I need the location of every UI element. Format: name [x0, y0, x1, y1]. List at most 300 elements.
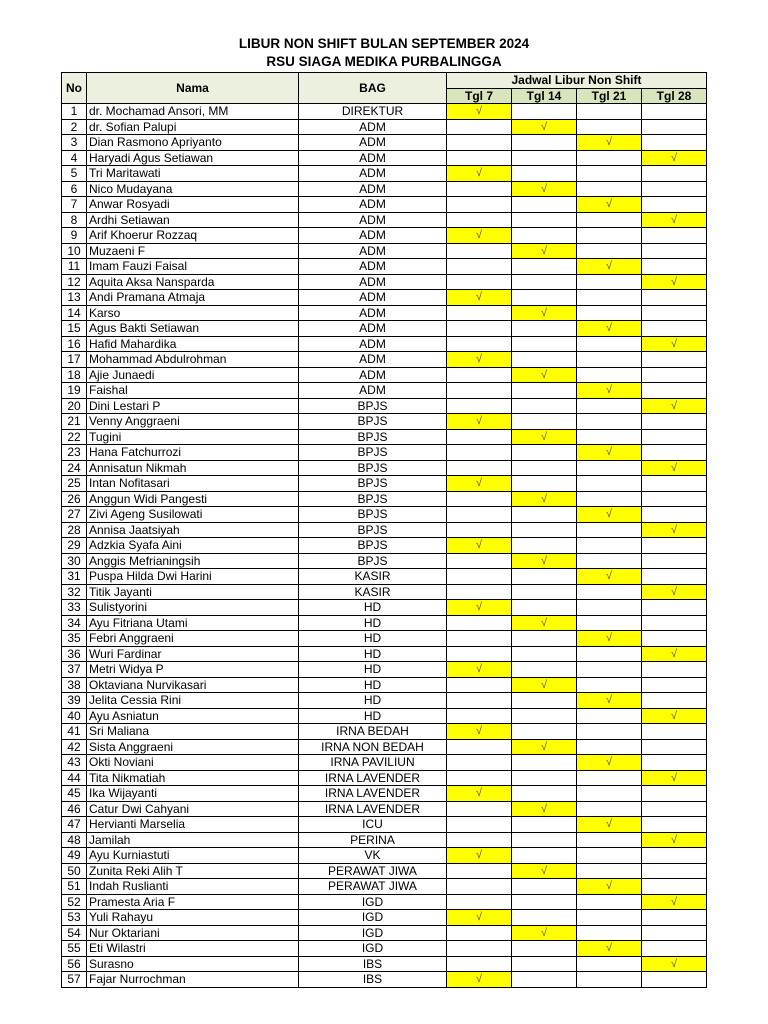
table-row [62, 414, 707, 430]
employee-name: Anggun Widi Pangesti [87, 491, 299, 507]
schedule-cell [642, 941, 707, 957]
table-row [62, 848, 707, 864]
employee-name: Sri Maliana [87, 724, 299, 740]
table-row [62, 724, 707, 740]
day-off-check: √ [447, 414, 512, 430]
table-row [62, 336, 707, 352]
schedule-cell [512, 197, 577, 213]
schedule-cell [512, 848, 577, 864]
table-row [62, 352, 707, 368]
department: BPJS [299, 491, 447, 507]
row-number: 5 [62, 166, 87, 182]
row-number: 40 [62, 708, 87, 724]
schedule-cell [447, 197, 512, 213]
day-off-check: √ [577, 259, 642, 275]
day-off-check: √ [642, 398, 707, 414]
schedule-cell [642, 662, 707, 678]
schedule-cell [577, 538, 642, 554]
schedule-cell [577, 786, 642, 802]
table-row [62, 817, 707, 833]
employee-name: Ayu Asniatun [87, 708, 299, 724]
department: BPJS [299, 476, 447, 492]
schedule-cell [447, 212, 512, 228]
header-date: Tgl 28 [642, 89, 707, 104]
schedule-cell [512, 290, 577, 306]
schedule-cell [642, 290, 707, 306]
day-off-check: √ [447, 538, 512, 554]
schedule-cell [642, 755, 707, 771]
schedule-cell [577, 863, 642, 879]
schedule-cell [447, 894, 512, 910]
table-row [62, 290, 707, 306]
day-off-check: √ [512, 739, 577, 755]
schedule-cell [577, 460, 642, 476]
schedule-cell [577, 724, 642, 740]
table-row [62, 104, 707, 120]
employee-name: Jelita Cessia Rini [87, 693, 299, 709]
schedule-cell [642, 600, 707, 616]
department: ADM [299, 197, 447, 213]
schedule-cell [512, 894, 577, 910]
department: BPJS [299, 538, 447, 554]
schedule-cell [512, 460, 577, 476]
table-row [62, 197, 707, 213]
schedule-cell [447, 615, 512, 631]
schedule-cell [447, 243, 512, 259]
row-number: 47 [62, 817, 87, 833]
header-nama: Nama [87, 73, 299, 104]
schedule-cell [642, 119, 707, 135]
schedule-cell [447, 817, 512, 833]
day-off-check: √ [512, 553, 577, 569]
schedule-cell [512, 383, 577, 399]
employee-name: Febri Anggraeni [87, 631, 299, 647]
employee-name: Imam Fauzi Faisal [87, 259, 299, 275]
schedule-cell [642, 569, 707, 585]
row-number: 38 [62, 677, 87, 693]
day-off-check: √ [447, 662, 512, 678]
employee-name: Ardhi Setiawan [87, 212, 299, 228]
schedule-cell [512, 817, 577, 833]
row-number: 34 [62, 615, 87, 631]
row-number: 11 [62, 259, 87, 275]
employee-name: Ika Wijayanti [87, 786, 299, 802]
day-off-check: √ [577, 817, 642, 833]
employee-name: Sista Anggraeni [87, 739, 299, 755]
day-off-check: √ [512, 491, 577, 507]
table-row [62, 321, 707, 337]
schedule-cell [447, 941, 512, 957]
department: ADM [299, 336, 447, 352]
day-off-check: √ [577, 941, 642, 957]
table-row [62, 677, 707, 693]
schedule-cell [577, 677, 642, 693]
row-number: 8 [62, 212, 87, 228]
table-row [62, 910, 707, 926]
employee-name: Zunita Reki Alih T [87, 863, 299, 879]
table-row [62, 305, 707, 321]
schedule-table [61, 72, 707, 988]
employee-name: Annisatun Nikmah [87, 460, 299, 476]
schedule-cell [642, 910, 707, 926]
department: BPJS [299, 429, 447, 445]
department: ADM [299, 274, 447, 290]
table-row [62, 274, 707, 290]
schedule-cell [642, 352, 707, 368]
schedule-cell [577, 910, 642, 926]
schedule-cell [577, 104, 642, 120]
header-bag: BAG [299, 73, 447, 104]
schedule-cell [447, 801, 512, 817]
schedule-cell [642, 507, 707, 523]
table-row [62, 569, 707, 585]
row-number: 13 [62, 290, 87, 306]
table-row [62, 228, 707, 244]
schedule-cell [447, 584, 512, 600]
schedule-cell [512, 724, 577, 740]
department: IGD [299, 925, 447, 941]
day-off-check: √ [642, 150, 707, 166]
header-date: Tgl 14 [512, 89, 577, 104]
employee-name: Nico Mudayana [87, 181, 299, 197]
employee-name: Ayu Kurniastuti [87, 848, 299, 864]
schedule-cell [512, 445, 577, 461]
day-off-check: √ [642, 646, 707, 662]
schedule-cell [447, 755, 512, 771]
schedule-cell [512, 770, 577, 786]
department: IRNA BEDAH [299, 724, 447, 740]
schedule-cell [512, 538, 577, 554]
table-row [62, 243, 707, 259]
employee-name: Sulistyorini [87, 600, 299, 616]
employee-name: Hervianti Marselia [87, 817, 299, 833]
schedule-cell [447, 770, 512, 786]
schedule-cell [642, 879, 707, 895]
row-number: 15 [62, 321, 87, 337]
row-number: 10 [62, 243, 87, 259]
employee-name: Wuri Fardinar [87, 646, 299, 662]
employee-name: Eti Wilastri [87, 941, 299, 957]
schedule-cell [642, 739, 707, 755]
schedule-cell [512, 832, 577, 848]
schedule-cell [577, 212, 642, 228]
employee-name: Zivi Ageng Susilowati [87, 507, 299, 523]
schedule-cell [577, 119, 642, 135]
row-number: 57 [62, 972, 87, 988]
department: KASIR [299, 569, 447, 585]
row-number: 32 [62, 584, 87, 600]
schedule-cell [642, 166, 707, 182]
table-row [62, 755, 707, 771]
schedule-cell [512, 910, 577, 926]
day-off-check: √ [512, 181, 577, 197]
table-row [62, 894, 707, 910]
row-number: 46 [62, 801, 87, 817]
row-number: 50 [62, 863, 87, 879]
schedule-cell [512, 414, 577, 430]
day-off-check: √ [577, 755, 642, 771]
employee-name: dr. Mochamad Ansori, MM [87, 104, 299, 120]
department: VK [299, 848, 447, 864]
schedule-cell [512, 398, 577, 414]
employee-name: Pramesta Aria F [87, 894, 299, 910]
schedule-cell [447, 646, 512, 662]
row-number: 54 [62, 925, 87, 941]
table-row [62, 631, 707, 647]
schedule-cell [447, 491, 512, 507]
table-row [62, 445, 707, 461]
day-off-check: √ [447, 910, 512, 926]
table-row [62, 739, 707, 755]
table-row [62, 553, 707, 569]
department: ADM [299, 352, 447, 368]
schedule-cell [512, 662, 577, 678]
day-off-check: √ [447, 786, 512, 802]
department: ADM [299, 119, 447, 135]
schedule-cell [512, 600, 577, 616]
table-row [62, 259, 707, 275]
row-number: 39 [62, 693, 87, 709]
row-number: 6 [62, 181, 87, 197]
schedule-cell [642, 197, 707, 213]
department: KASIR [299, 584, 447, 600]
department: ADM [299, 321, 447, 337]
day-off-check: √ [577, 569, 642, 585]
table-row [62, 972, 707, 988]
department: ADM [299, 166, 447, 182]
table-row [62, 119, 707, 135]
schedule-cell [447, 150, 512, 166]
schedule-cell [577, 972, 642, 988]
department: BPJS [299, 414, 447, 430]
employee-name: Muzaeni F [87, 243, 299, 259]
row-number: 26 [62, 491, 87, 507]
day-off-check: √ [642, 522, 707, 538]
row-number: 41 [62, 724, 87, 740]
table-row [62, 941, 707, 957]
schedule-cell [512, 708, 577, 724]
schedule-cell [447, 739, 512, 755]
day-off-check: √ [512, 305, 577, 321]
day-off-check: √ [512, 615, 577, 631]
schedule-cell [447, 135, 512, 151]
department: IBS [299, 972, 447, 988]
schedule-cell [642, 321, 707, 337]
employee-name: Tita Nikmatiah [87, 770, 299, 786]
row-number: 22 [62, 429, 87, 445]
schedule-cell [447, 274, 512, 290]
day-off-check: √ [642, 956, 707, 972]
row-number: 9 [62, 228, 87, 244]
schedule-cell [642, 181, 707, 197]
header-no: No [62, 73, 87, 104]
day-off-check: √ [577, 383, 642, 399]
schedule-cell [642, 228, 707, 244]
schedule-cell [577, 894, 642, 910]
schedule-cell [577, 615, 642, 631]
department: ADM [299, 228, 447, 244]
employee-name: Nur Oktariani [87, 925, 299, 941]
department: BPJS [299, 553, 447, 569]
employee-name: Metri Widya P [87, 662, 299, 678]
department: ADM [299, 212, 447, 228]
table-row [62, 476, 707, 492]
row-number: 24 [62, 460, 87, 476]
schedule-cell [447, 863, 512, 879]
employee-name: Intan Nofitasari [87, 476, 299, 492]
day-off-check: √ [447, 972, 512, 988]
schedule-cell [642, 801, 707, 817]
department: HD [299, 662, 447, 678]
employee-name: Faishal [87, 383, 299, 399]
schedule-cell [577, 553, 642, 569]
schedule-cell [512, 352, 577, 368]
row-number: 45 [62, 786, 87, 802]
row-number: 29 [62, 538, 87, 554]
schedule-cell [512, 584, 577, 600]
row-number: 31 [62, 569, 87, 585]
schedule-cell [447, 321, 512, 337]
schedule-cell [512, 693, 577, 709]
department: HD [299, 693, 447, 709]
employee-name: Fajar Nurrochman [87, 972, 299, 988]
schedule-cell [642, 476, 707, 492]
day-off-check: √ [642, 460, 707, 476]
row-number: 35 [62, 631, 87, 647]
schedule-cell [447, 925, 512, 941]
schedule-cell [447, 708, 512, 724]
schedule-cell [577, 414, 642, 430]
schedule-cell [512, 522, 577, 538]
schedule-cell [642, 305, 707, 321]
table-row [62, 693, 707, 709]
schedule-cell [642, 724, 707, 740]
schedule-cell [447, 631, 512, 647]
schedule-cell [642, 553, 707, 569]
schedule-cell [577, 522, 642, 538]
day-off-check: √ [577, 507, 642, 523]
row-number: 16 [62, 336, 87, 352]
schedule-cell [447, 507, 512, 523]
schedule-cell [447, 553, 512, 569]
schedule-cell [512, 507, 577, 523]
schedule-cell [642, 677, 707, 693]
table-row [62, 662, 707, 678]
schedule-cell [447, 367, 512, 383]
day-off-check: √ [447, 848, 512, 864]
employee-name: Andi Pramana Atmaja [87, 290, 299, 306]
table-row [62, 166, 707, 182]
row-number: 49 [62, 848, 87, 864]
table-row [62, 832, 707, 848]
employee-name: Haryadi Agus Setiawan [87, 150, 299, 166]
employee-name: Ayu Fitriana Utami [87, 615, 299, 631]
employee-name: Hafid Mahardika [87, 336, 299, 352]
employee-name: Catur Dwi Cahyani [87, 801, 299, 817]
schedule-cell [512, 956, 577, 972]
department: IRNA PAVILIUN [299, 755, 447, 771]
schedule-cell [577, 600, 642, 616]
schedule-rows [62, 104, 707, 988]
department: BPJS [299, 460, 447, 476]
schedule-cell [447, 677, 512, 693]
schedule-cell [512, 336, 577, 352]
day-off-check: √ [447, 352, 512, 368]
schedule-cell [642, 972, 707, 988]
table-row [62, 398, 707, 414]
schedule-cell [512, 259, 577, 275]
department: PERAWAT JIWA [299, 879, 447, 895]
schedule-cell [577, 662, 642, 678]
schedule-cell [447, 693, 512, 709]
schedule-cell [642, 445, 707, 461]
table-row [62, 507, 707, 523]
schedule-cell [447, 445, 512, 461]
department: BPJS [299, 445, 447, 461]
day-off-check: √ [512, 801, 577, 817]
schedule-cell [577, 367, 642, 383]
row-number: 20 [62, 398, 87, 414]
employee-name: Tugini [87, 429, 299, 445]
day-off-check: √ [447, 476, 512, 492]
table-row [62, 600, 707, 616]
schedule-cell [577, 274, 642, 290]
day-off-check: √ [447, 228, 512, 244]
department: ADM [299, 290, 447, 306]
header-date: Tgl 21 [577, 89, 642, 104]
table-row [62, 584, 707, 600]
schedule-cell [577, 181, 642, 197]
department: BPJS [299, 507, 447, 523]
employee-name: Anwar Rosyadi [87, 197, 299, 213]
employee-name: Surasno [87, 956, 299, 972]
department: HD [299, 600, 447, 616]
employee-name: Agus Bakti Setiawan [87, 321, 299, 337]
day-off-check: √ [447, 290, 512, 306]
day-off-check: √ [512, 119, 577, 135]
department: HD [299, 646, 447, 662]
schedule-cell [447, 119, 512, 135]
employee-name: Oktaviana Nurvikasari [87, 677, 299, 693]
document-subtitle: RSU SIAGA MEDIKA PURBALINGGA [266, 54, 502, 69]
schedule-cell [642, 817, 707, 833]
schedule-cell [642, 538, 707, 554]
department: IRNA NON BEDAH [299, 739, 447, 755]
schedule-cell [447, 522, 512, 538]
schedule-cell [577, 305, 642, 321]
row-number: 33 [62, 600, 87, 616]
schedule-cell [512, 646, 577, 662]
schedule-cell [577, 398, 642, 414]
schedule-cell [512, 166, 577, 182]
table-row [62, 212, 707, 228]
schedule-cell [512, 228, 577, 244]
day-off-check: √ [642, 274, 707, 290]
department: ADM [299, 243, 447, 259]
schedule-cell [577, 848, 642, 864]
schedule-cell [512, 274, 577, 290]
schedule-cell [642, 383, 707, 399]
row-number: 48 [62, 832, 87, 848]
schedule-cell [577, 770, 642, 786]
schedule-cell [577, 166, 642, 182]
schedule-cell [512, 786, 577, 802]
row-number: 42 [62, 739, 87, 755]
department: ADM [299, 259, 447, 275]
schedule-cell [447, 398, 512, 414]
schedule-cell [642, 367, 707, 383]
table-row [62, 879, 707, 895]
